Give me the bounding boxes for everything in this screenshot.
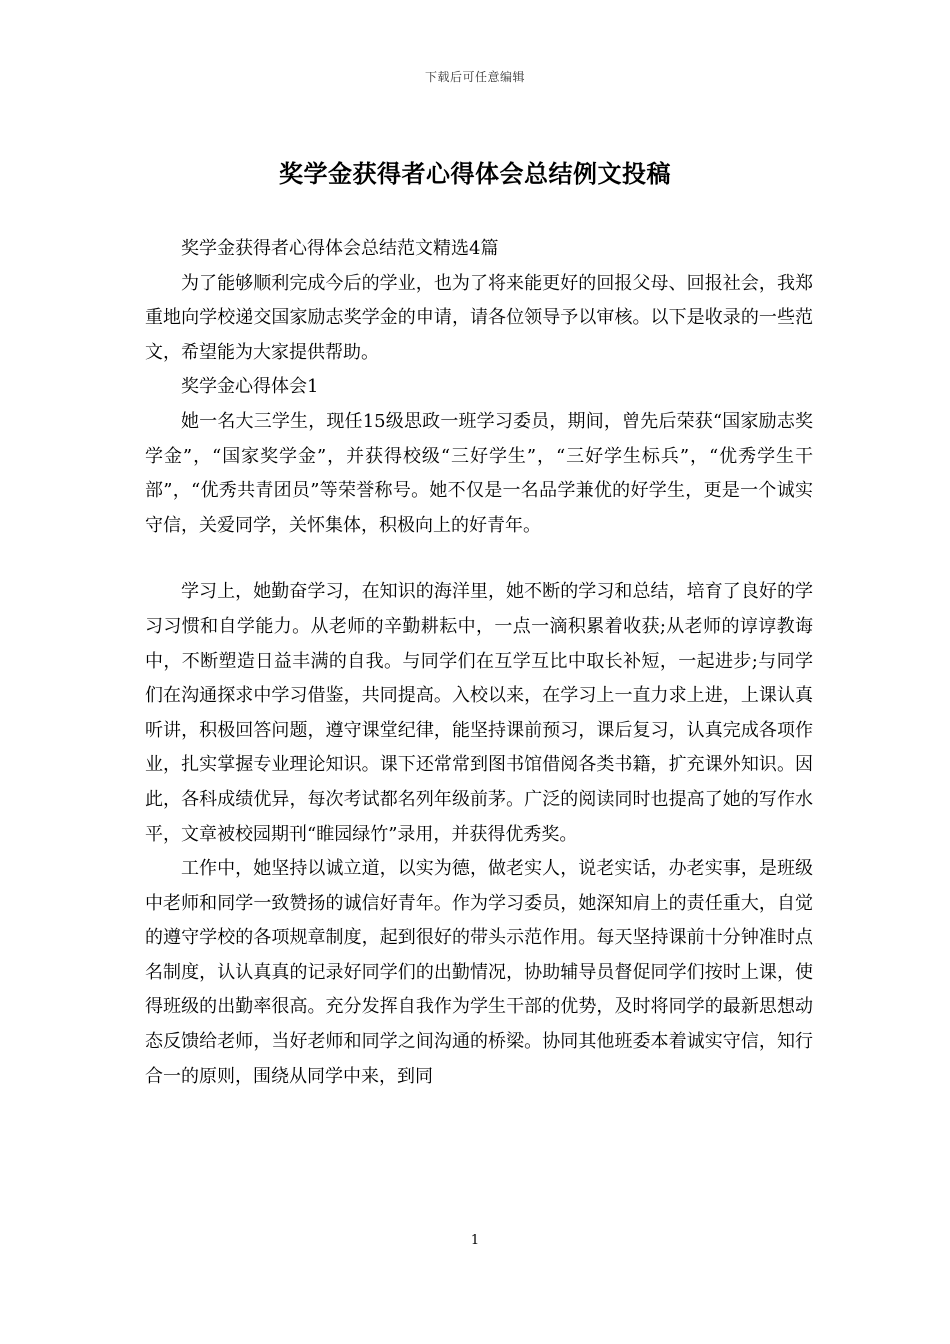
body-paragraph: 她一名大三学生，现任15级思政一班学习委员，期间，曾先后荣获“国家励志奖学金”，“国家奖学金”，并获得校级“三好学生”，“三好学生标兵”，“优秀学生干部”，“优秀共青团员”等荣誉称号。她不仅是一名品学兼优的好学生，更是一个诚实守信，关爱同学，关怀集体，积极向上的好青年。: [145, 410, 813, 536]
section-heading: 奖学金心得体会1: [181, 376, 319, 398]
document-title: 奖学金获得者心得体会总结例文投稿: [279, 159, 671, 188]
subtitle-paragraph: 奖学金获得者心得体会总结范文精选4篇: [181, 238, 499, 259]
header-note: 下载后可任意编辑: [424, 70, 525, 84]
page-number: 1: [470, 1233, 480, 1248]
document-body: [145, 232, 813, 1094]
intro-paragraph: 为了能够顺利完成今后的学业，也为了将来能更好的回报父母、回报社会，我郑重地向学校递交国家励志奖学金的申请，请各位领导予以审核。以下是收录的一些范文，希望能为大家提供帮助。: [145, 272, 813, 363]
body-paragraph: 学习上，她勤奋学习，在知识的海洋里，她不断的学习和总结，培育了良好的学习习惯和自学能力。从老师的辛勤耕耘中，一点一滴积累着收获;从老师的谆谆教诲中，不断塑造日益丰满的自我。与同学们在互学互比中取长补短，一起进步;与同学们在沟通探求中学习借鉴，共同提高。入校以来，在学习上一直力求上进，上课认真听讲，积极回答问题，遵守课堂纪律，能坚持课前预习，课后复习，认真完成各项作业，扎实掌握专业理论知识。课下还常常到图书馆借阅各类书籍，扩充课外知识。因此，各科成绩优异，每次考试都名列年级前茅。广泛的阅读同时也提高了她的写作水平，文章被校园期刊“睢园绿竹”录用，并获得优秀奖。: [145, 581, 813, 845]
body-paragraph: 工作中，她坚持以诚立道，以实为德，做老实人，说老实话，办老实事，是班级中老师和同学一致赞扬的诚信好青年。作为学习委员，她深知肩上的责任重大，自觉的遵守学校的各项规章制度，起到很好的带头示范作用。每天坚持课前十分钟准时点名制度，认认真真的记录好同学们的出勤情况，协助辅导员督促同学们按时上课，使得班级的出勤率很高。充分发挥自我作为学生干部的优势，及时将同学的最新思想动态反馈给老师，当好老师和同学之间沟通的桥梁。协同其他班委本着诚实守信，知行合一的原则，围绕从同学中来，到同: [145, 858, 813, 1087]
